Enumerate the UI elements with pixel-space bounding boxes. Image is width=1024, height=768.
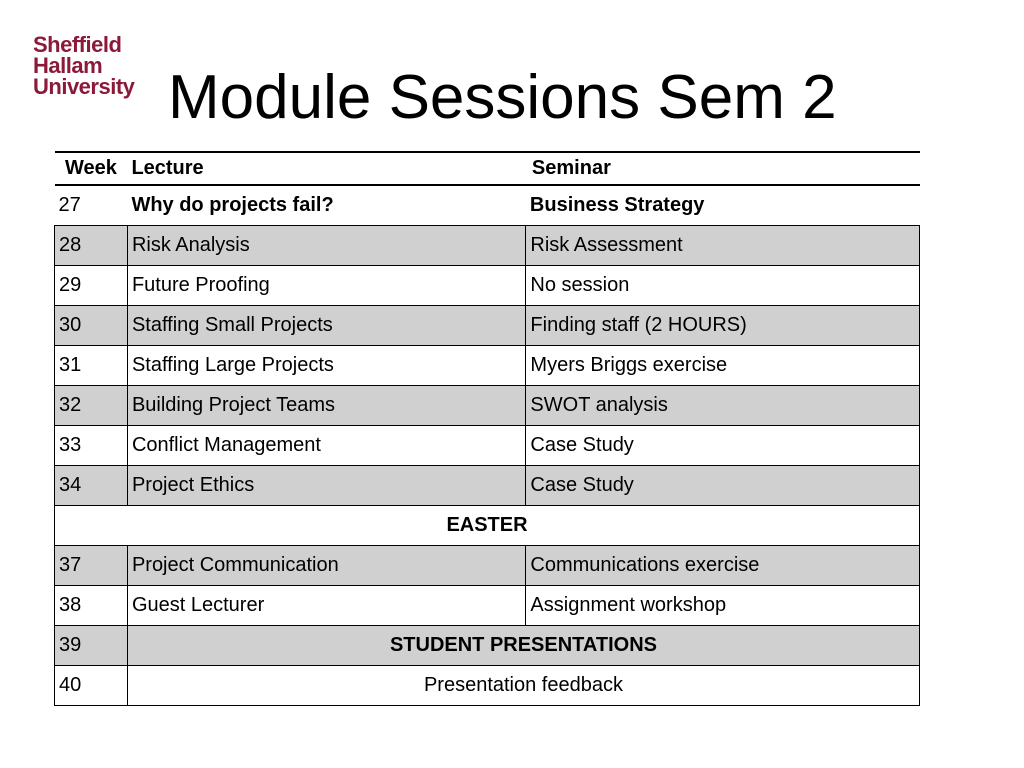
week-cell: 28 xyxy=(55,226,128,266)
table-header-row xyxy=(55,152,920,185)
lecture-cell: Building Project Teams xyxy=(127,386,525,426)
merged-session-cell: STUDENT PRESENTATIONS xyxy=(127,626,919,666)
seminar-cell: Communications exercise xyxy=(526,546,920,586)
seminar-cell: Business Strategy xyxy=(526,185,920,226)
logo-line: Sheffield xyxy=(33,32,122,57)
seminar-cell: SWOT analysis xyxy=(526,386,920,426)
table-row xyxy=(55,226,920,266)
table-row xyxy=(55,266,920,306)
sessions-table xyxy=(54,151,920,706)
table-row xyxy=(55,546,920,586)
table-row xyxy=(55,666,920,706)
table-row xyxy=(55,426,920,466)
logo-line: Hallam xyxy=(33,53,103,78)
week-cell: 32 xyxy=(55,386,128,426)
header-seminar: Seminar xyxy=(526,152,920,185)
university-logo xyxy=(33,34,163,97)
week-cell: 34 xyxy=(55,466,128,506)
seminar-cell: Myers Briggs exercise xyxy=(526,346,920,386)
table-row-break xyxy=(55,506,920,546)
lecture-cell: Risk Analysis xyxy=(127,226,525,266)
table-row xyxy=(55,386,920,426)
easter-break-cell: EASTER xyxy=(55,506,920,546)
week-cell: 37 xyxy=(55,546,128,586)
lecture-cell: Staffing Large Projects xyxy=(127,346,525,386)
lecture-cell: Guest Lecturer xyxy=(127,586,525,626)
week-cell: 29 xyxy=(55,266,128,306)
lecture-cell: Conflict Management xyxy=(127,426,525,466)
table-row xyxy=(55,586,920,626)
table-row xyxy=(55,185,920,226)
week-cell: 39 xyxy=(55,626,128,666)
lecture-cell: Staffing Small Projects xyxy=(127,306,525,346)
lecture-cell: Project Ethics xyxy=(127,466,525,506)
week-cell: 30 xyxy=(55,306,128,346)
table-row xyxy=(55,306,920,346)
week-cell: 31 xyxy=(55,346,128,386)
lecture-cell: Future Proofing xyxy=(127,266,525,306)
logo-line: University xyxy=(33,74,135,99)
header-lecture: Lecture xyxy=(127,152,525,185)
merged-session-cell: Presentation feedback xyxy=(127,666,919,706)
page-title: Module Sessions Sem 2 xyxy=(168,63,837,132)
seminar-cell: Case Study xyxy=(526,466,920,506)
header-week: Week xyxy=(55,152,128,185)
week-cell: 38 xyxy=(55,586,128,626)
table-row xyxy=(55,346,920,386)
seminar-cell: No session xyxy=(526,266,920,306)
lecture-cell: Project Communication xyxy=(127,546,525,586)
lecture-cell: Why do projects fail? xyxy=(127,185,525,226)
seminar-cell: Finding staff (2 HOURS) xyxy=(526,306,920,346)
week-cell: 40 xyxy=(55,666,128,706)
seminar-cell: Risk Assessment xyxy=(526,226,920,266)
table-row xyxy=(55,466,920,506)
week-cell: 33 xyxy=(55,426,128,466)
seminar-cell: Case Study xyxy=(526,426,920,466)
table-row xyxy=(55,626,920,666)
seminar-cell: Assignment workshop xyxy=(526,586,920,626)
week-cell: 27 xyxy=(55,185,128,226)
